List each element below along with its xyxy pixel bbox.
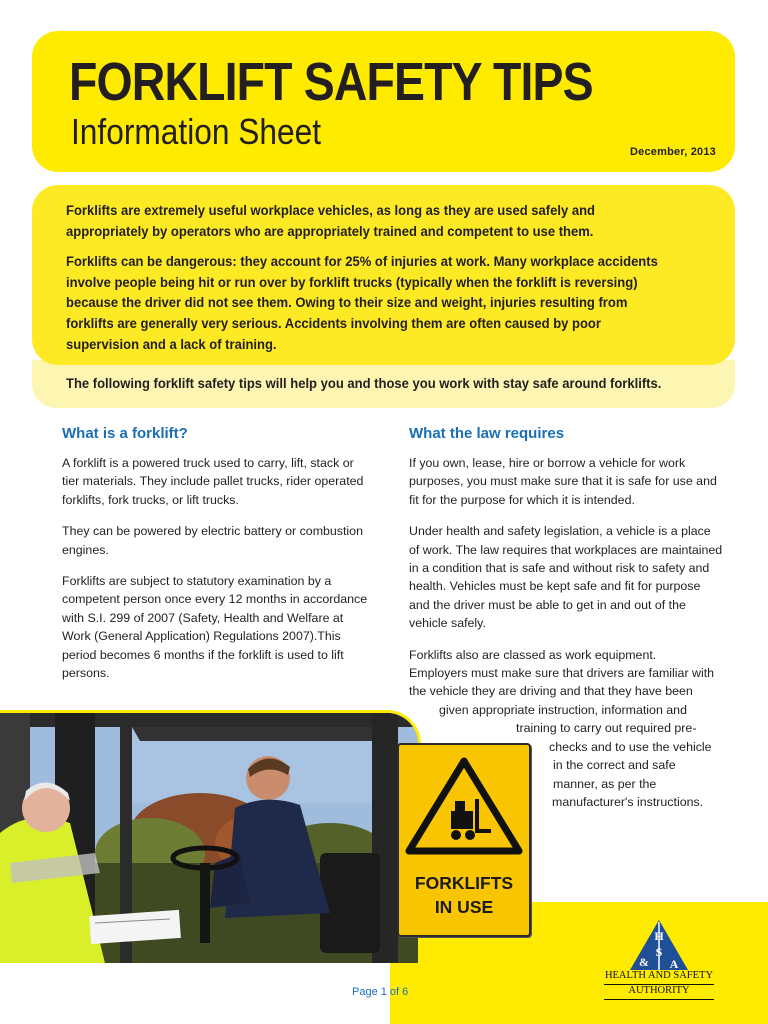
hsa-logo xyxy=(592,918,726,1002)
right-p3-line: the vehicle they are driving and that they have been xyxy=(409,684,693,699)
right-p3-line: Forklifts also are classed as work equipment. xyxy=(409,647,657,662)
hsa-triangle-icon xyxy=(592,918,726,974)
publication-date: December, 2013 xyxy=(630,146,716,158)
logo-ampersand: & xyxy=(639,955,649,969)
heading-law-requires: What the law requires xyxy=(409,425,565,442)
right-p3-line: manner, as per the xyxy=(553,776,657,791)
intro-paragraph-2: Forklifts can be dangerous: they account for 25% of injuries at work. Many workplace accidents involve people being hit or run over by forklift trucks (typically when the forklift is reversing) because the driver did not see them. Owing to their size and weight, injuries resulting from forklifts are generally very serious. Accidents involving them are often caused by poor supervision and a lack of training. xyxy=(66,253,658,352)
sign-line-2: IN USE xyxy=(434,897,494,917)
page-title: FORKLIFT SAFETY TIPS xyxy=(69,52,593,112)
forklift-warning-icon xyxy=(399,751,529,861)
right-p3-line: manufacturer's instructions. xyxy=(552,794,704,809)
left-column xyxy=(62,424,372,695)
logo-letter-h: H xyxy=(654,929,664,943)
logo-underline xyxy=(604,999,714,1000)
page-number: Page 1 of 6 xyxy=(352,986,409,998)
right-p3-line: given appropriate instruction, information and xyxy=(439,702,687,717)
intro-paragraph-1: Forklifts are extremely useful workplace vehicles, as long as they are used safely and appropriately by operators who are appropriately trained and competent to use them. xyxy=(66,202,595,239)
intro-text xyxy=(66,200,671,364)
right-p3-line: in the correct and safe xyxy=(553,758,676,773)
right-p3-line: training to carry out required pre- xyxy=(516,721,697,736)
right-p3-line: Employers must make sure that drivers are familiar with xyxy=(409,666,715,681)
forklift-photo xyxy=(0,710,421,963)
left-paragraph-2: They can be powered by electric battery or combustion engines. xyxy=(62,524,363,557)
logo-line-1: HEALTH AND SAFETY xyxy=(604,970,714,981)
right-p3-line: checks and to use the vehicle xyxy=(549,739,712,754)
heading-what-is-forklift: What is a forklift? xyxy=(62,425,188,442)
intro-paragraph-3: The following forklift safety tips will help you and those you work with stay safe around forklifts. xyxy=(66,375,662,391)
left-paragraph-3: Forklifts are subject to statutory examination by a competent person once every 12 months in accordance with S.I. 299 of 2007 (Safety, Health and Welfare at Work (General Application) Regulations 2007).This period becomes 6 months if the forklift is used to lift persons. xyxy=(62,574,368,681)
logo-letter-a: A xyxy=(669,957,679,971)
page-subtitle: Information Sheet xyxy=(71,111,322,152)
right-paragraph-2: Under health and safety legislation, a vehicle is a place of work. The law requires that workplaces are maintained in a condition that is safe and without risk to safety and health. Vehicles must be kept safe and fit for purpose and the driver must be able to get in and out of the vehicle safely. xyxy=(409,524,723,631)
right-paragraph-1: If you own, lease, hire or borrow a vehicle for work purposes, you must make sure that it is safe for use and fit for the purpose for which it is intended. xyxy=(409,456,717,507)
logo-letter-s: S xyxy=(655,945,663,959)
sign-line-1: FORKLIFTS xyxy=(414,873,514,893)
logo-line-2: AUTHORITY xyxy=(628,985,690,996)
left-paragraph-1: A forklift is a powered truck used to carry, lift, stack or tier materials. They include pallet trucks, rider operated forklifts, fork trucks, or lift trucks. xyxy=(62,456,364,507)
forklifts-in-use-sign xyxy=(397,743,531,937)
